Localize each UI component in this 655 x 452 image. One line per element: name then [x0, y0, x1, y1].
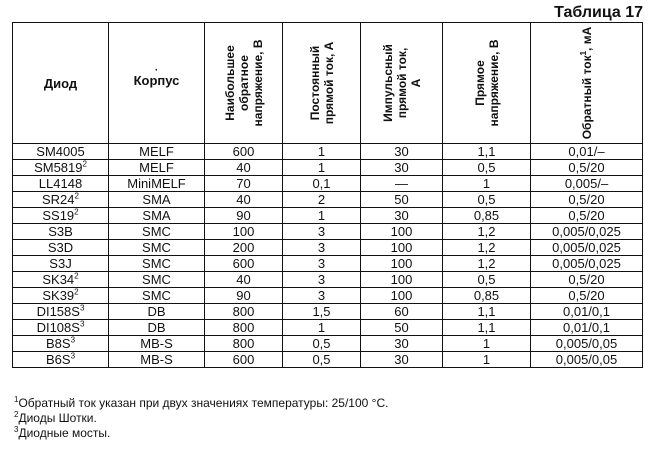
cell-diode: $SS19^2$ [13, 208, 109, 224]
cell-pulse-current: 100 [361, 240, 443, 256]
footnote: $^2$Диоды Шотки. [14, 410, 97, 425]
cell-diode: $SK34^2$ [13, 272, 109, 288]
cell-package: DB [109, 304, 205, 320]
cell-package: SMA [109, 192, 205, 208]
cell-pulse-current: 30 [361, 144, 443, 160]
cell-forward-voltage: 1,1 [443, 144, 531, 160]
cell-forward-voltage: 1,2 [443, 240, 531, 256]
cell-reverse-current: 0,01/– [531, 144, 643, 160]
cell-package: MB-S [109, 352, 205, 368]
cell-max-reverse-voltage: 40 [205, 272, 283, 288]
cell-max-reverse-voltage: 90 [205, 288, 283, 304]
cell-forward-current: 3 [283, 288, 361, 304]
cell-diode: $DI158S^3$ [13, 304, 109, 320]
table-row [13, 336, 643, 352]
footnote-ref: 3 [79, 319, 85, 329]
cell-diode: S3D [13, 240, 109, 256]
table-row [13, 320, 643, 336]
table-row [13, 224, 643, 240]
cell-reverse-current: 0,01/0,1 [531, 304, 643, 320]
header-row [13, 23, 643, 144]
table-row [13, 160, 643, 176]
cell-reverse-current: 0,005/0,025 [531, 256, 643, 272]
cell-pulse-current: 60 [361, 304, 443, 320]
cell-diode: LL4148 [13, 176, 109, 192]
footnote-ref: 3 [79, 303, 85, 313]
cell-max-reverse-voltage: 800 [205, 304, 283, 320]
table-row [13, 352, 643, 368]
table-row [13, 192, 643, 208]
cell-forward-voltage: 0,85 [443, 208, 531, 224]
cell-pulse-current: 50 [361, 320, 443, 336]
cell-diode: $B8S^3$ [13, 336, 109, 352]
cell-reverse-current: 0,005/0,025 [531, 240, 643, 256]
cell-package: DB [109, 320, 205, 336]
cell-pulse-current: 30 [361, 160, 443, 176]
cell-package: SMC [109, 288, 205, 304]
cell-reverse-current: 0,5/20 [531, 288, 643, 304]
cell-pulse-current: 30 [361, 208, 443, 224]
cell-max-reverse-voltage: 100 [205, 224, 283, 240]
cell-diode: $SR24^2$ [13, 192, 109, 208]
table-row [13, 288, 643, 304]
cell-package: SMC [109, 240, 205, 256]
cell-max-reverse-voltage: 600 [205, 352, 283, 368]
cell-forward-current: 1 [283, 160, 361, 176]
table-row [13, 176, 643, 192]
cell-reverse-current: 0,5/20 [531, 192, 643, 208]
cell-max-reverse-voltage: 40 [205, 192, 283, 208]
diode-table-container [12, 22, 642, 368]
footnote: $^3$Диодные мосты. [14, 425, 111, 440]
cell-max-reverse-voltage: 600 [205, 256, 283, 272]
cell-package: SMA [109, 208, 205, 224]
cell-forward-voltage: 1,1 [443, 304, 531, 320]
cell-forward-voltage: 1,2 [443, 224, 531, 240]
cell-forward-current: 0,5 [283, 336, 361, 352]
cell-forward-current: 0,1 [283, 176, 361, 192]
header-pulse-current: Импульсный прямой ток, А [361, 23, 443, 144]
cell-max-reverse-voltage: 800 [205, 336, 283, 352]
table-row [13, 272, 643, 288]
footnotes [14, 396, 388, 441]
cell-diode: $DI108S^3$ [13, 320, 109, 336]
cell-diode: SM4005 [13, 144, 109, 160]
cell-forward-current: 3 [283, 224, 361, 240]
footnote-ref: 2 [74, 271, 79, 281]
footnote-ref: 2 [74, 287, 79, 297]
cell-forward-voltage: 1 [443, 336, 531, 352]
cell-max-reverse-voltage: 90 [205, 208, 283, 224]
cell-package: MELF [109, 144, 205, 160]
footnote-ref: 2 [74, 191, 79, 201]
header-package-label: Корпус [133, 72, 180, 88]
header-diode: Диод [13, 23, 109, 144]
cell-forward-current: 3 [283, 256, 361, 272]
cell-forward-voltage: 0,5 [443, 272, 531, 288]
cell-reverse-current: 0,5/20 [531, 160, 643, 176]
cell-pulse-current: 50 [361, 192, 443, 208]
cell-forward-current: 1 [283, 144, 361, 160]
cell-package: SMC [109, 224, 205, 240]
footnote-ref: 3 [70, 351, 76, 361]
cell-reverse-current: 0,005/0,025 [531, 224, 643, 240]
table-caption: Таблица 17 [554, 4, 643, 21]
cell-package: MELF [109, 160, 205, 176]
footnote-ref: 2 [82, 159, 87, 169]
cell-reverse-current: 0,005/– [531, 176, 643, 192]
table-row [13, 304, 643, 320]
cell-diode: $SK39^2$ [13, 288, 109, 304]
cell-reverse-current: 0,005/0,05 [531, 352, 643, 368]
header-max-reverse-voltage: Наибольшее обратное напряжение, В [205, 23, 283, 144]
header-package-mark: · [154, 64, 159, 76]
cell-forward-current: 0,5 [283, 352, 361, 368]
cell-max-reverse-voltage: 200 [205, 240, 283, 256]
cell-pulse-current: 100 [361, 272, 443, 288]
cell-pulse-current: 100 [361, 288, 443, 304]
cell-forward-voltage: 0,85 [443, 288, 531, 304]
cell-diode: S3B [13, 224, 109, 240]
table-row [13, 256, 643, 272]
cell-forward-voltage: 0,5 [443, 160, 531, 176]
cell-forward-voltage: 0,5 [443, 192, 531, 208]
cell-reverse-current: 0,5/20 [531, 272, 643, 288]
cell-forward-current: 3 [283, 240, 361, 256]
header-package [109, 23, 205, 144]
cell-pulse-current: — [361, 176, 443, 192]
cell-forward-current: 3 [283, 272, 361, 288]
cell-diode: S3J [13, 256, 109, 272]
footnote-ref: 2 [74, 207, 79, 217]
cell-forward-voltage: 1 [443, 352, 531, 368]
header-reverse-current: Обратный ток$^1$, мА [531, 23, 643, 144]
cell-forward-current: 1,5 [283, 304, 361, 320]
cell-pulse-current: 30 [361, 336, 443, 352]
cell-forward-voltage: 1 [443, 176, 531, 192]
cell-forward-voltage: 1,1 [443, 320, 531, 336]
cell-forward-current: 1 [283, 320, 361, 336]
cell-package: MB-S [109, 336, 205, 352]
cell-diode: SM5819$^2$ [13, 160, 109, 176]
cell-reverse-current: 0,01/0,1 [531, 320, 643, 336]
cell-package: SMC [109, 272, 205, 288]
header-forward-current: Постоянный прямой ток, А [283, 23, 361, 144]
cell-package: SMC [109, 256, 205, 272]
cell-max-reverse-voltage: 40 [205, 160, 283, 176]
cell-max-reverse-voltage: 70 [205, 176, 283, 192]
cell-pulse-current: 30 [361, 352, 443, 368]
footnote-ref: 3 [70, 335, 76, 345]
header-forward-voltage: Прямое напряжение, В [443, 23, 531, 144]
cell-package: MiniMELF [109, 176, 205, 192]
cell-max-reverse-voltage: 800 [205, 320, 283, 336]
table-body [13, 144, 643, 368]
table-row [13, 144, 643, 160]
table-row [13, 208, 643, 224]
table-row [13, 240, 643, 256]
cell-diode: $B6S^3$ [13, 352, 109, 368]
diode-table [12, 22, 643, 368]
cell-pulse-current: 100 [361, 224, 443, 240]
cell-forward-voltage: 1,2 [443, 256, 531, 272]
cell-reverse-current: 0,005/0,05 [531, 336, 643, 352]
cell-pulse-current: 100 [361, 256, 443, 272]
cell-forward-current: 2 [283, 192, 361, 208]
cell-forward-current: 1 [283, 208, 361, 224]
cell-reverse-current: 0,5/20 [531, 208, 643, 224]
cell-max-reverse-voltage: 600 [205, 144, 283, 160]
footnote: $^1$Обратный ток указан при двух значениях температуры: 25/100 °C. [14, 395, 389, 410]
